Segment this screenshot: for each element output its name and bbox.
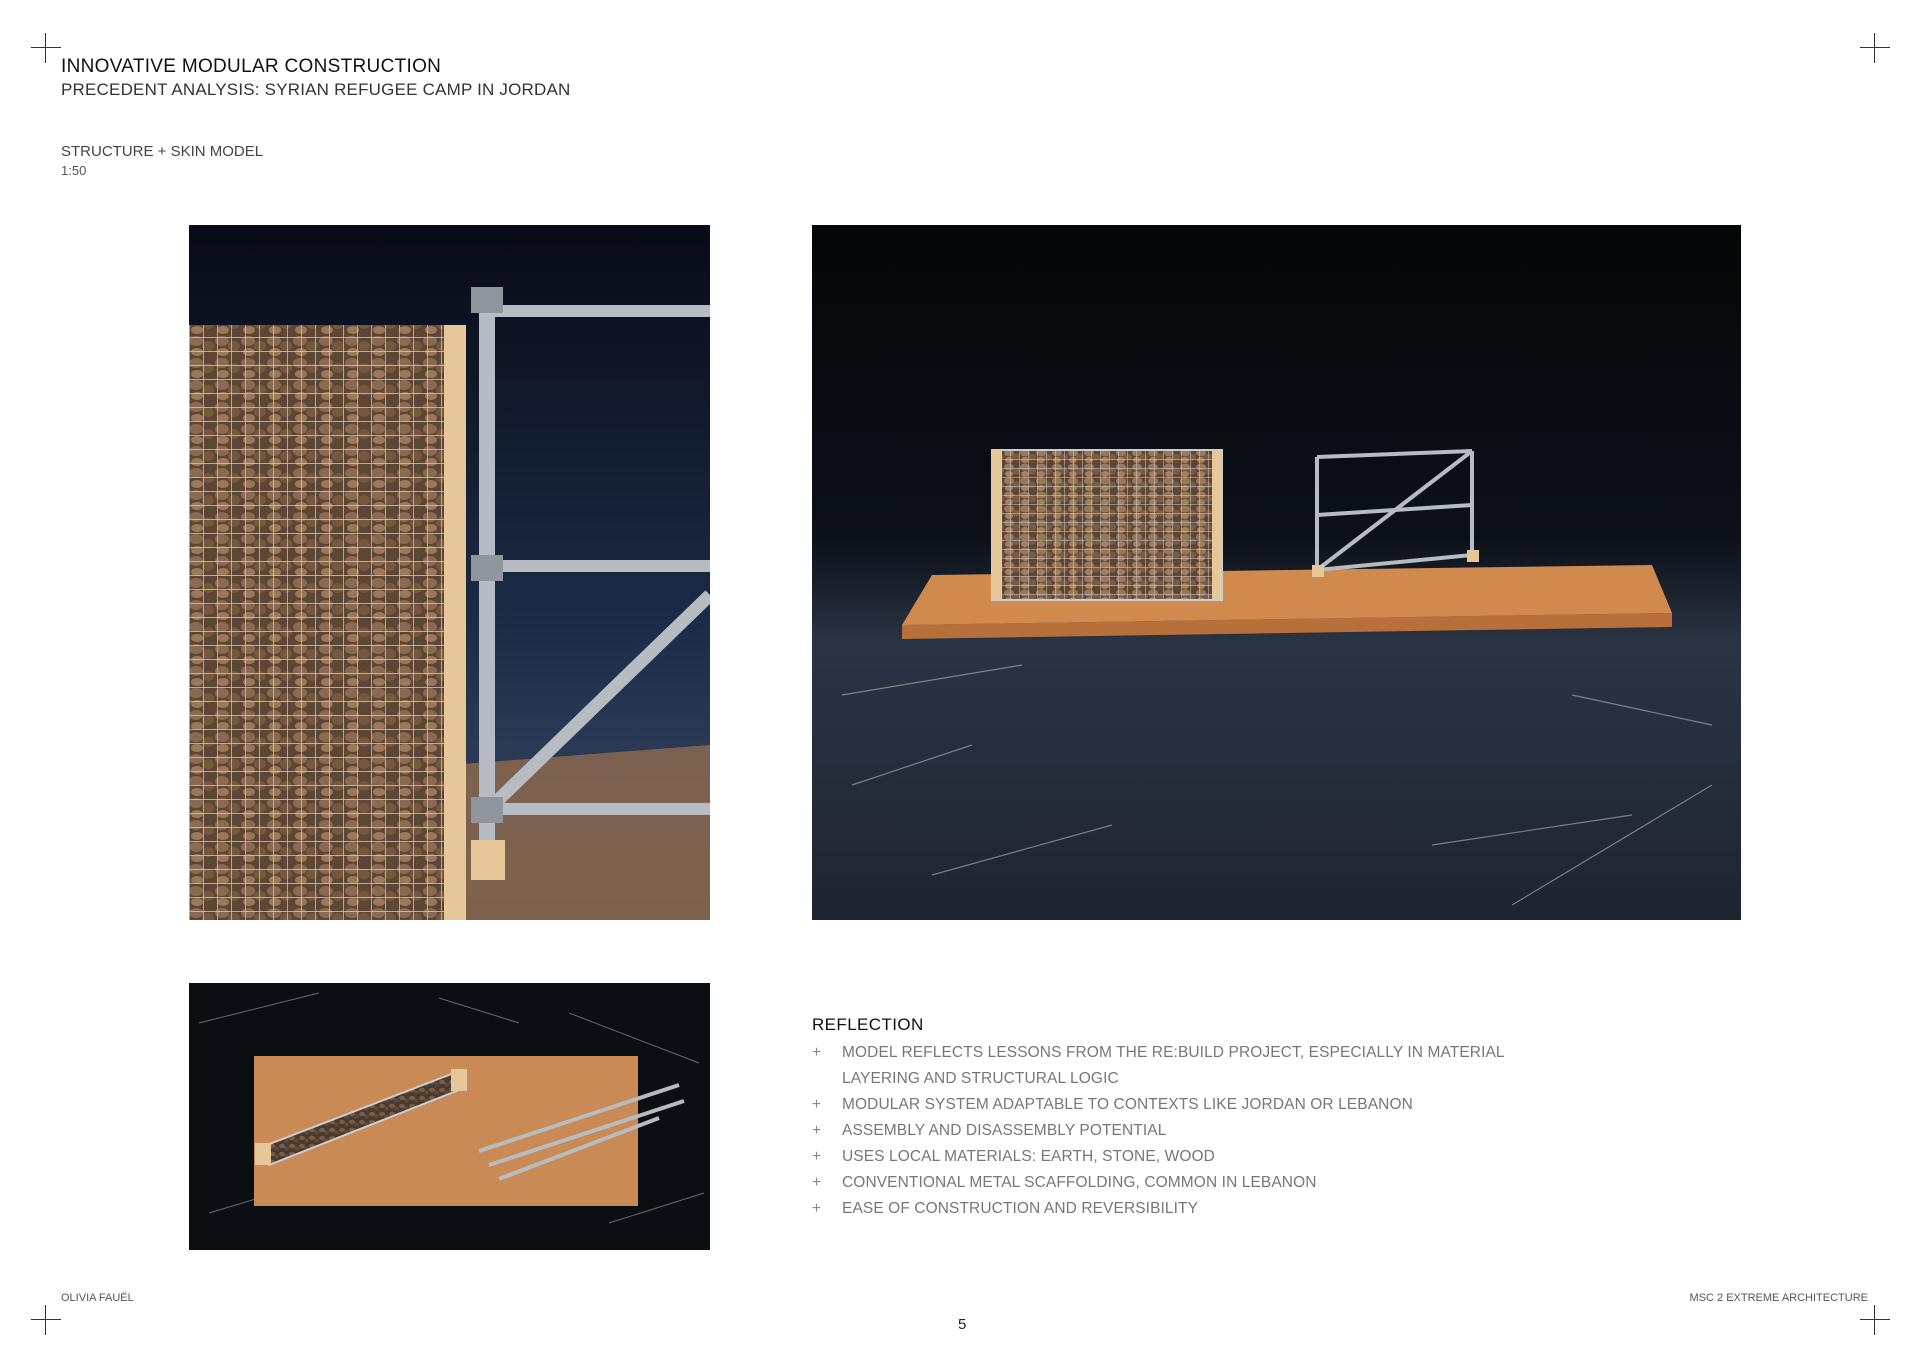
list-item: + MODEL REFLECTS LESSONS FROM THE RE:BUILD PROJECT, ESPECIALLY IN MATERIAL LAYERING AND STRUCTURAL LOGIC [812, 1040, 1572, 1092]
page-subtitle: PRECEDENT ANALYSIS: SYRIAN REFUGEE CAMP IN JORDAN [61, 80, 571, 99]
crop-mark-bottom-left [31, 1305, 61, 1335]
page-title: INNOVATIVE MODULAR CONSTRUCTION [61, 56, 442, 77]
page-number: 5 [958, 1316, 967, 1333]
plus-icon: + [812, 1148, 822, 1165]
photo-perspective [812, 225, 1741, 920]
list-item: + EASE OF CONSTRUCTION AND REVERSIBILITY [812, 1196, 1572, 1222]
plus-icon: + [812, 1174, 822, 1191]
reflection-list [812, 1040, 1572, 1222]
photo-top-view [189, 983, 710, 1250]
model-scale: 1:50 [61, 163, 87, 178]
list-item: + ASSEMBLY AND DISASSEMBLY POTENTIAL [812, 1118, 1572, 1144]
list-item: + CONVENTIONAL METAL SCAFFOLDING, COMMON IN LEBANON [812, 1170, 1572, 1196]
plus-icon: + [812, 1096, 822, 1113]
plus-icon: + [812, 1044, 822, 1061]
crop-mark-top-right [1860, 33, 1890, 63]
model-title: STRUCTURE + SKIN MODEL [61, 143, 264, 160]
plus-icon: + [812, 1122, 822, 1139]
list-item: + MODULAR SYSTEM ADAPTABLE TO CONTEXTS LIKE JORDAN OR LEBANON [812, 1092, 1572, 1118]
crop-mark-bottom-right [1860, 1305, 1890, 1335]
plus-icon: + [812, 1200, 822, 1217]
photo-closeup [189, 225, 710, 920]
crop-mark-top-left [31, 33, 61, 63]
reflection-heading: REFLECTION [812, 1015, 924, 1034]
footer-author: OLIVIA FAUËL [61, 1292, 134, 1304]
footer-course: MSC 2 EXTREME ARCHITECTURE [1689, 1292, 1868, 1304]
list-item: + USES LOCAL MATERIALS: EARTH, STONE, WOOD [812, 1144, 1572, 1170]
